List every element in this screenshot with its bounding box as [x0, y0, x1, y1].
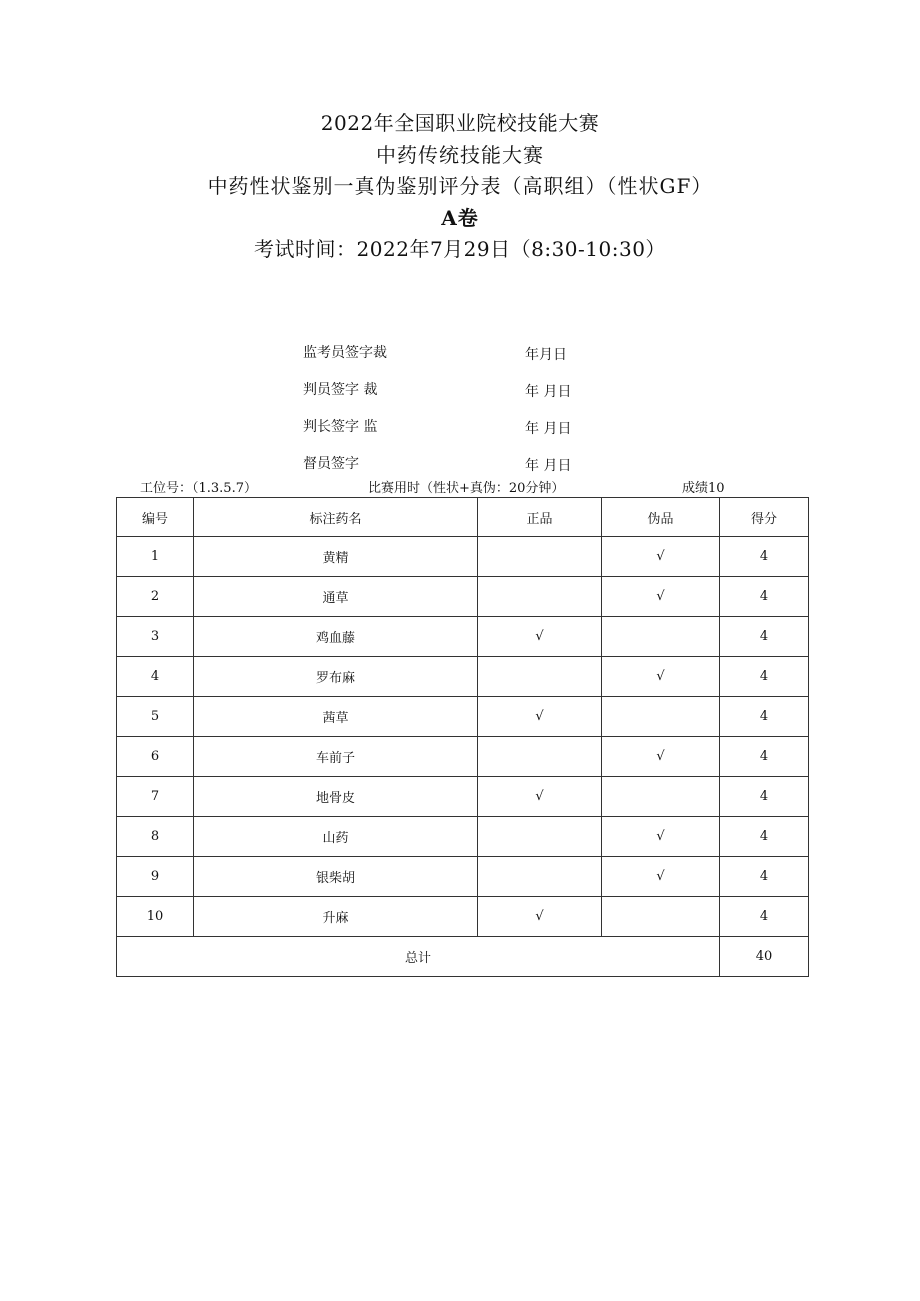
- cell-number: 4: [117, 657, 194, 697]
- cell-genuine: [478, 577, 602, 617]
- cell-score: 4: [720, 577, 809, 617]
- header-genuine: 正品: [478, 498, 602, 537]
- cell-number: 2: [117, 577, 194, 617]
- cell-herb-name: 车前子: [194, 737, 478, 777]
- total-label: 总计: [117, 937, 720, 977]
- total-value: 40: [720, 937, 809, 977]
- cell-herb-name: 山药: [194, 817, 478, 857]
- cell-number: 9: [117, 857, 194, 897]
- signature-label: 督员签字: [303, 456, 359, 472]
- cell-genuine: [478, 817, 602, 857]
- cell-genuine: [478, 657, 602, 697]
- cell-number: 8: [117, 817, 194, 857]
- cell-score: 4: [720, 697, 809, 737]
- cell-fake: √: [602, 577, 720, 617]
- total-row: [117, 937, 809, 977]
- cell-fake: [602, 697, 720, 737]
- table-row: [117, 897, 809, 937]
- cell-fake: [602, 777, 720, 817]
- score-table: [116, 497, 809, 977]
- table-header-row: [117, 498, 809, 537]
- cell-herb-name: 升麻: [194, 897, 478, 937]
- cell-herb-name: 罗布麻: [194, 657, 478, 697]
- cell-genuine: √: [478, 617, 602, 657]
- time-used: 比赛用时（性状+真伪：20分钟）: [368, 481, 565, 496]
- signature-date: 年 月日: [525, 421, 572, 437]
- cell-fake: [602, 897, 720, 937]
- signature-date: 年 月日: [525, 384, 572, 400]
- cell-herb-name: 地骨皮: [194, 777, 478, 817]
- form-title: 中药性状鉴别一真伪鉴别评分表（高职组）（性状GF）: [207, 174, 713, 198]
- cell-fake: √: [602, 657, 720, 697]
- table-row: [117, 817, 809, 857]
- signature-date: 年月日: [525, 347, 567, 363]
- cell-genuine: [478, 857, 602, 897]
- paper-version: A卷: [441, 205, 479, 230]
- cell-score: 4: [720, 537, 809, 577]
- cell-score: 4: [720, 897, 809, 937]
- cell-genuine: [478, 737, 602, 777]
- competition-title: 2022年全国职业院校技能大赛: [320, 111, 600, 135]
- header-fake: 伪品: [602, 498, 720, 537]
- cell-score: 4: [720, 777, 809, 817]
- cell-number: 5: [117, 697, 194, 737]
- cell-number: 6: [117, 737, 194, 777]
- cell-fake: √: [602, 537, 720, 577]
- cell-number: 1: [117, 537, 194, 577]
- cell-fake: √: [602, 817, 720, 857]
- cell-herb-name: 银柴胡: [194, 857, 478, 897]
- cell-number: 3: [117, 617, 194, 657]
- cell-genuine: √: [478, 897, 602, 937]
- signature-label: 监考员签字裁: [303, 345, 387, 361]
- cell-genuine: [478, 537, 602, 577]
- cell-herb-name: 茜草: [194, 697, 478, 737]
- cell-number: 10: [117, 897, 194, 937]
- table-row: [117, 737, 809, 777]
- station-number: 工位号：（1.3.5.7）: [140, 481, 257, 496]
- cell-number: 7: [117, 777, 194, 817]
- signature-row: [303, 414, 623, 451]
- header-herb-name: 标注药名: [194, 498, 478, 537]
- cell-fake: √: [602, 857, 720, 897]
- cell-score: 4: [720, 817, 809, 857]
- cell-score: 4: [720, 857, 809, 897]
- cell-score: 4: [720, 737, 809, 777]
- event-title: 中药传统技能大赛: [376, 142, 544, 167]
- table-row: [117, 777, 809, 817]
- signature-block: [303, 340, 623, 488]
- header-score: 得分: [720, 498, 809, 537]
- cell-herb-name: 黄精: [194, 537, 478, 577]
- total-score-label: 成绩10: [682, 481, 725, 496]
- table-row: [117, 697, 809, 737]
- header-number: 编号: [117, 498, 194, 537]
- signature-label: 判员签字 裁: [303, 382, 378, 398]
- table-row: [117, 857, 809, 897]
- signature-row: [303, 340, 623, 377]
- cell-fake: [602, 617, 720, 657]
- cell-herb-name: 通草: [194, 577, 478, 617]
- cell-genuine: √: [478, 697, 602, 737]
- exam-time: 考试时间：2022年7月29日（8:30-10:30）: [254, 237, 666, 261]
- document-header: [0, 108, 920, 266]
- cell-score: 4: [720, 617, 809, 657]
- cell-score: 4: [720, 657, 809, 697]
- cell-herb-name: 鸡血藤: [194, 617, 478, 657]
- table-row: [117, 617, 809, 657]
- table-row: [117, 577, 809, 617]
- signature-date: 年 月日: [525, 458, 572, 474]
- signature-label: 判长签字 监: [303, 419, 378, 435]
- table-row: [117, 537, 809, 577]
- table-row: [117, 657, 809, 697]
- info-line: [0, 477, 920, 497]
- cell-genuine: √: [478, 777, 602, 817]
- signature-row: [303, 377, 623, 414]
- cell-fake: √: [602, 737, 720, 777]
